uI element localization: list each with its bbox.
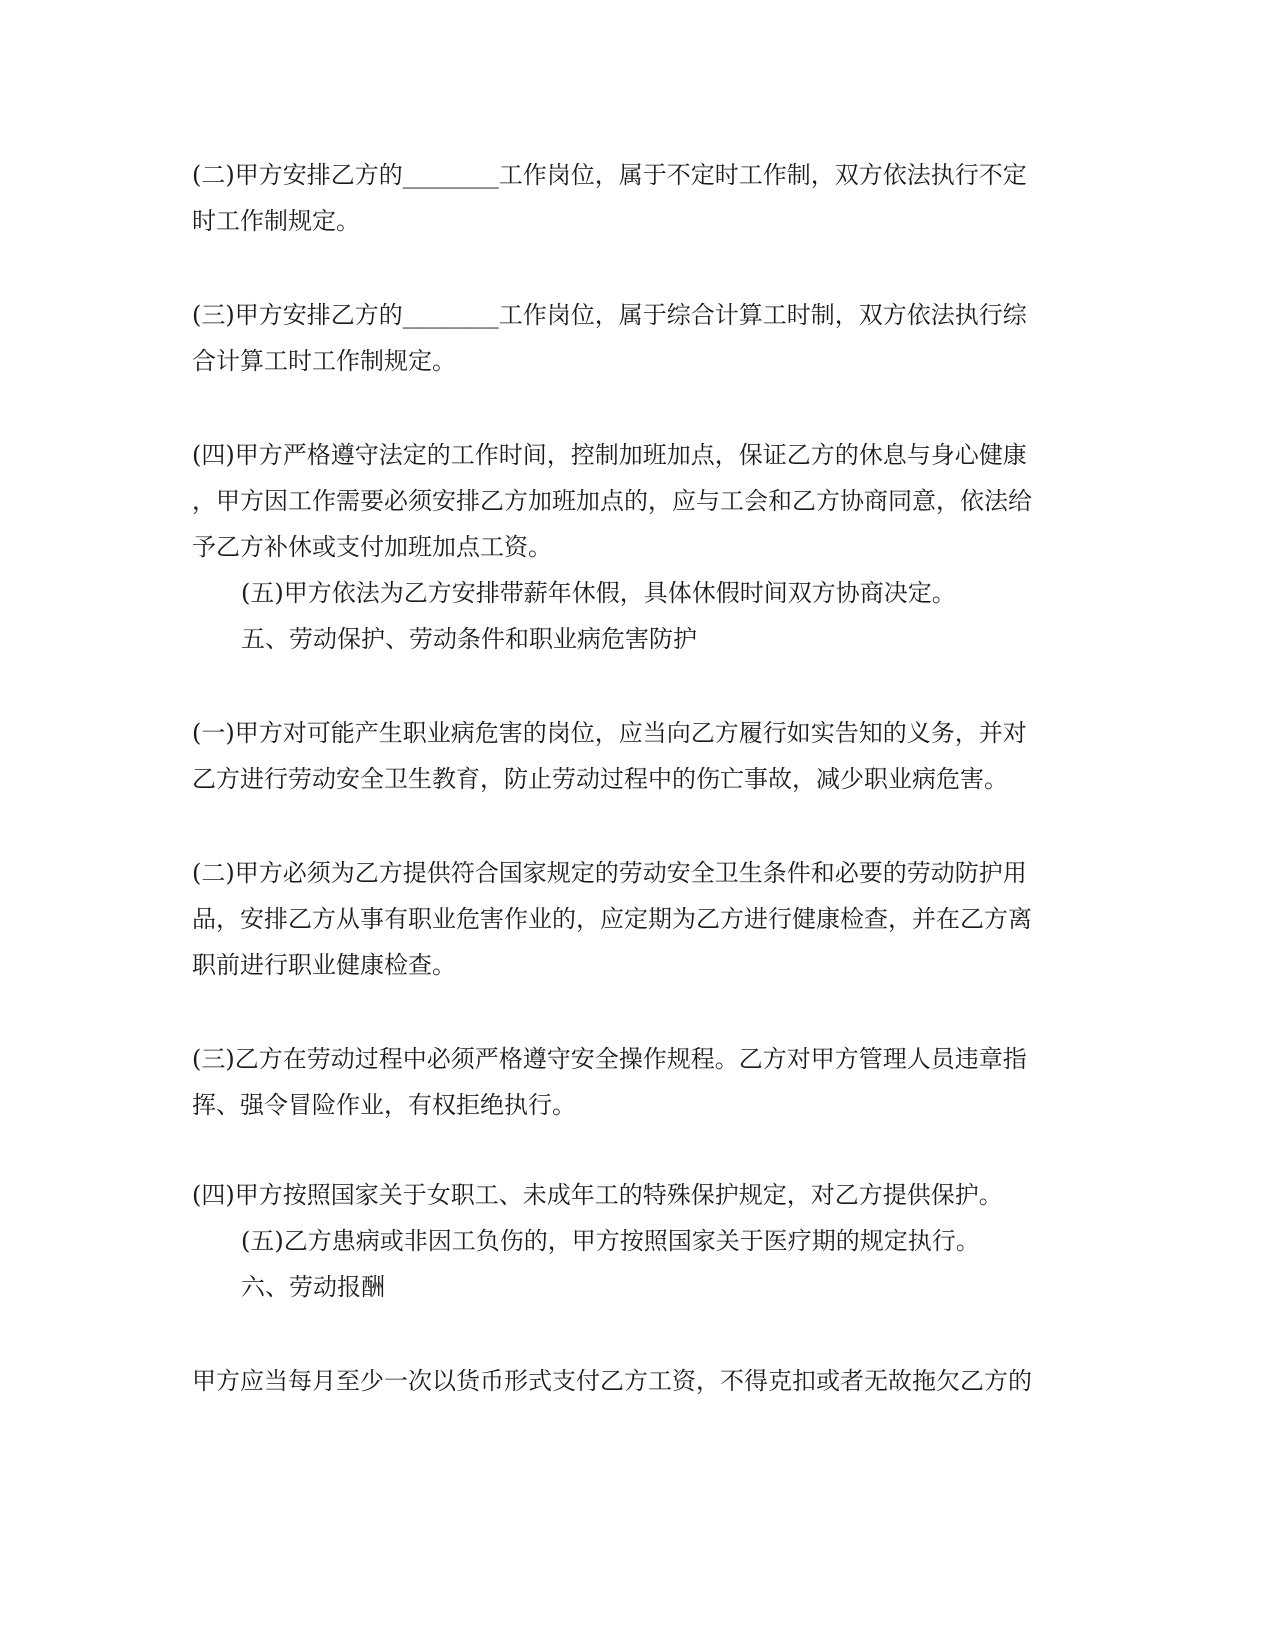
text-line: (五)乙方患病或非因工负伤的，甲方按照国家关于医疗期的规定执行。 — [241, 1227, 980, 1255]
text-line: (二)甲方必须为乙方提供符合国家规定的劳动安全卫生条件和必要的劳动防护用 — [192, 859, 1027, 887]
text-line: 挥、强令冒险作业，有权拒绝执行。 — [192, 1091, 576, 1119]
text-line: (三)甲方安排乙方的________工作岗位，属于综合计算工时制，双方依法执行综 — [192, 301, 1027, 329]
text-line: 乙方进行劳动安全卫生教育，防止劳动过程中的伤亡事故，减少职业病危害。 — [192, 765, 1008, 793]
section-heading: 五、劳动保护、劳动条件和职业病危害防护 — [241, 625, 697, 653]
text-line: 品，安排乙方从事有职业危害作业的，应定期为乙方进行健康检查，并在乙方离 — [192, 905, 1032, 933]
text-line: (一)甲方对可能产生职业病危害的岗位，应当向乙方履行如实告知的义务，并对 — [192, 719, 1027, 747]
text-line: 予乙方补休或支付加班加点工资。 — [192, 533, 552, 561]
text-line: ，甲方因工作需要必须安排乙方加班加点的，应与工会和乙方协商同意，依法给 — [192, 487, 1032, 515]
text-line: 合计算工时工作制规定。 — [192, 347, 456, 375]
text-line: 甲方应当每月至少一次以货币形式支付乙方工资，不得克扣或者无故拖欠乙方的 — [192, 1367, 1032, 1395]
text-line: 时工作制规定。 — [192, 207, 360, 235]
text-line: (五)甲方依法为乙方安排带薪年休假，具体休假时间双方协商决定。 — [241, 579, 956, 607]
text-line: (四)甲方严格遵守法定的工作时间，控制加班加点，保证乙方的休息与身心健康 — [192, 441, 1027, 469]
section-heading: 六、劳动报酬 — [241, 1273, 385, 1301]
text-line: (三)乙方在劳动过程中必须严格遵守安全操作规程。乙方对甲方管理人员违章指 — [192, 1045, 1027, 1073]
text-line: 职前进行职业健康检查。 — [192, 951, 456, 979]
text-line: (四)甲方按照国家关于女职工、未成年工的特殊保护规定，对乙方提供保护。 — [192, 1181, 1003, 1209]
text-line: (二)甲方安排乙方的________工作岗位，属于不定时工作制，双方依法执行不定 — [192, 161, 1027, 189]
